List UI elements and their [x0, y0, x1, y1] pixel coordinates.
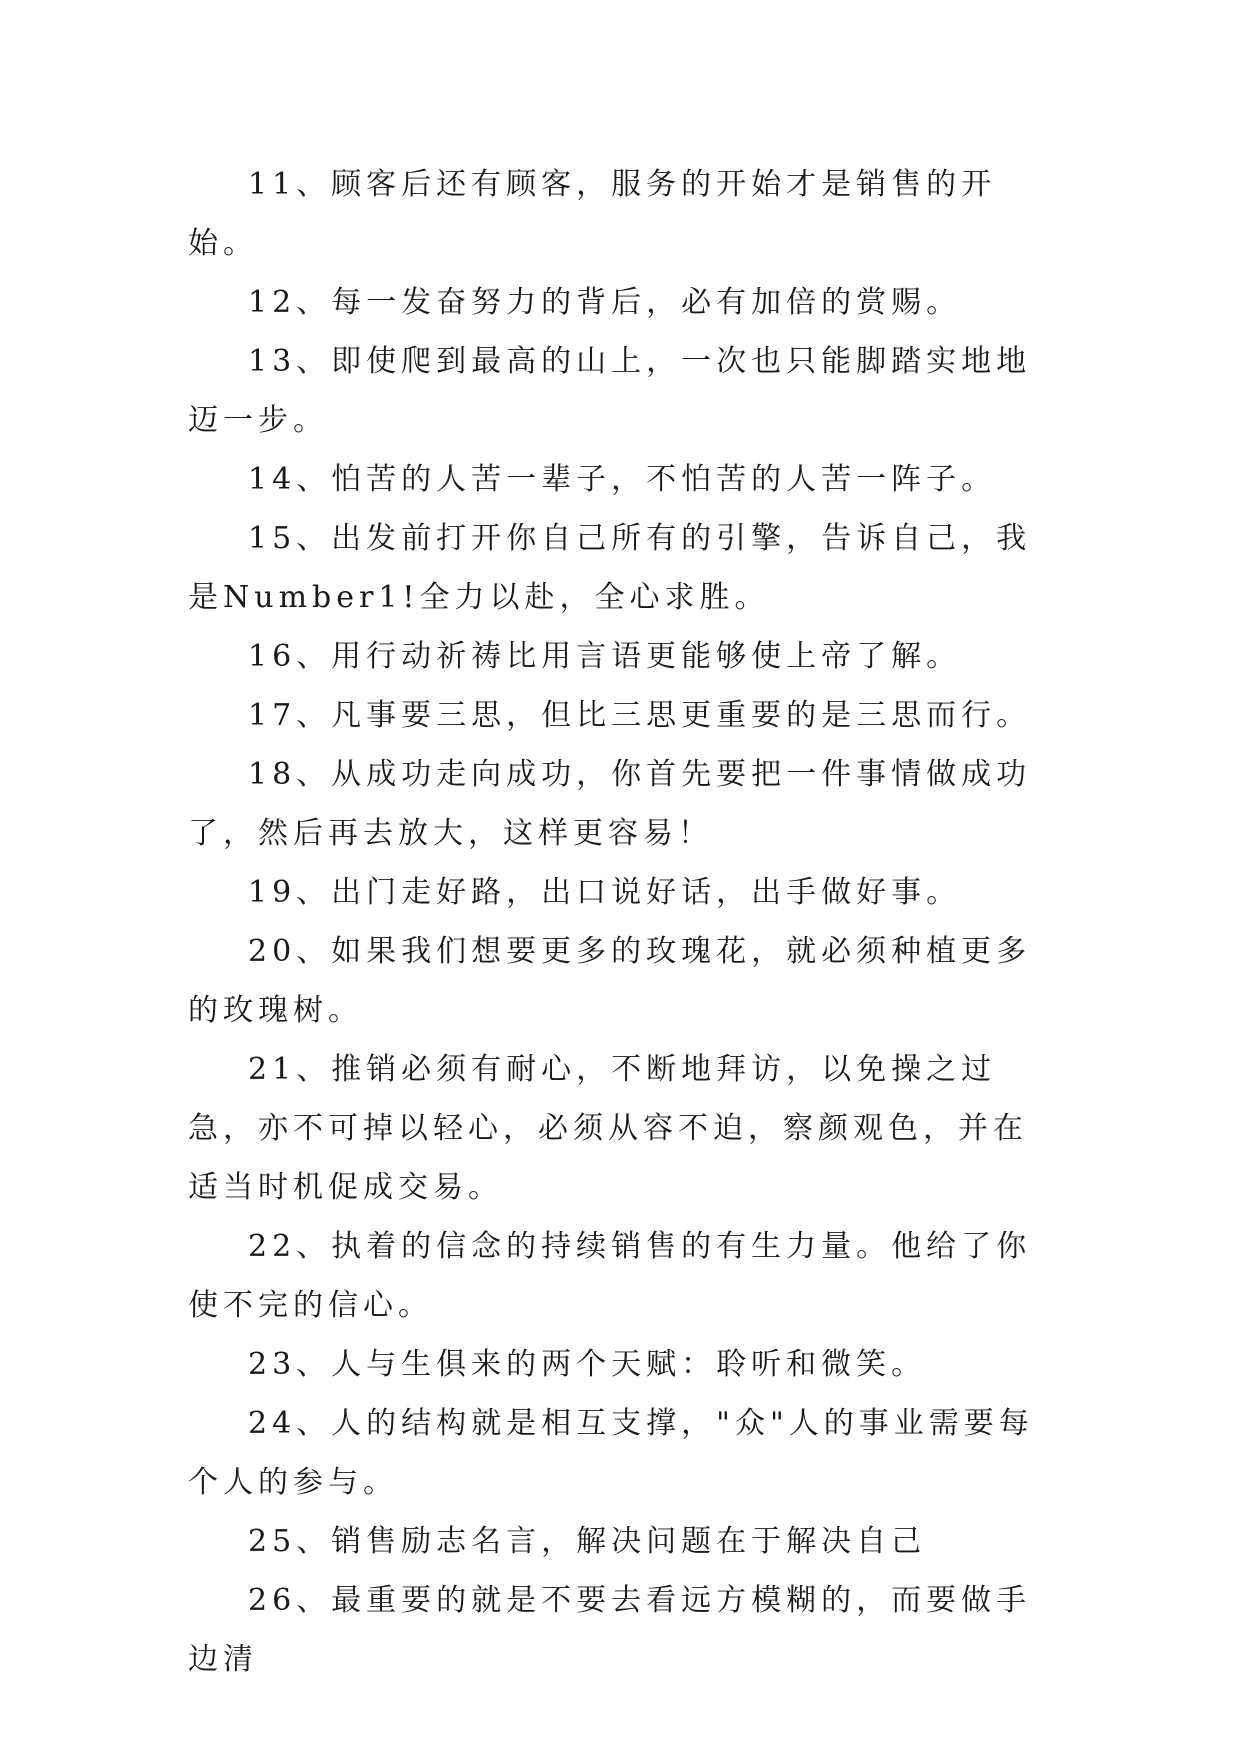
paragraph-13: 13、即使爬到最高的山上，一次也只能脚踏实地地迈一步。	[188, 344, 1032, 438]
paragraph-12: 12、每一发奋努力的背后，必有加倍的赏赐。	[248, 285, 962, 320]
paragraph-20: 20、如果我们想要更多的玫瑰花，就必须种植更多的玫瑰树。	[188, 934, 1032, 1028]
paragraph-14: 14、怕苦的人苦一辈子，不怕苦的人苦一阵子。	[248, 462, 997, 497]
paragraph-15: 15、出发前打开你自己所有的引擎，告诉自己，我是Number1!全力以赴，全心求胜。	[188, 521, 1032, 615]
paragraph-25: 25、销售励志名言，解决问题在于解决自己	[248, 1524, 927, 1559]
paragraph-21: 21、推销必须有耐心，不断地拜访，以免操之过急，亦不可掉以轻心，必须从容不迫，察颜观色，并在适当时机促成交易。	[188, 1052, 1028, 1205]
paragraph-24: 24、人的结构就是相互支撑，"众"人的事业需要每个人的参与。	[188, 1406, 1034, 1500]
paragraph-26: 26、最重要的就是不要去看远方模糊的，而要做手边清	[188, 1583, 1032, 1677]
paragraph-22: 22、执着的信念的持续销售的有生力量。他给了你使不完的信心。	[188, 1229, 1032, 1323]
paragraph-16: 16、用行动祈祷比用言语更能够使上帝了解。	[248, 639, 962, 674]
paragraph-18: 18、从成功走向成功，你首先要把一件事情做成功了，然后再去放大，这样更容易！	[188, 757, 1032, 851]
paragraph-11: 11、顾客后还有顾客，服务的开始才是销售的开始。	[188, 167, 997, 261]
document-body	[188, 155, 1048, 1689]
paragraph-17: 17、凡事要三思，但比三思更重要的是三思而行。	[248, 698, 1032, 733]
paragraph-23: 23、人与生俱来的两个天赋：聆听和微笑。	[248, 1347, 927, 1382]
paragraph-19: 19、出门走好路，出口说好话，出手做好事。	[248, 875, 962, 910]
